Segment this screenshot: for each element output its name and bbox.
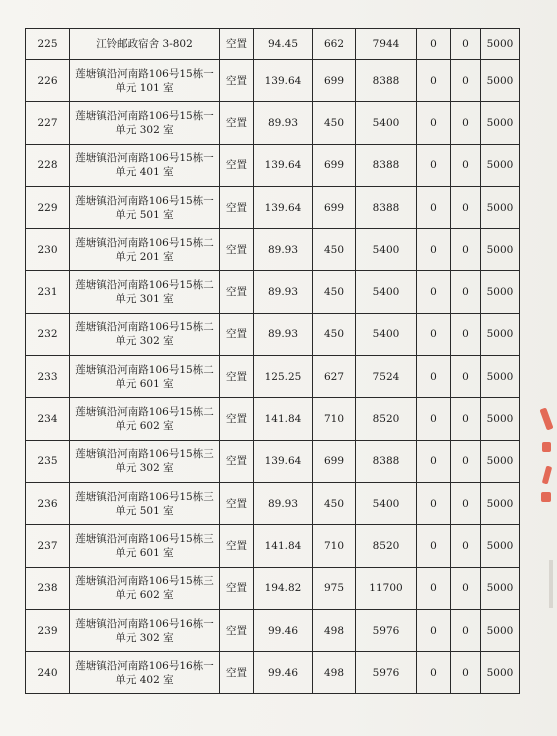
area-cell: 141.84 (254, 398, 313, 440)
annual-rent-cell: 8520 (356, 398, 417, 440)
status-cell: 空置 (220, 525, 254, 567)
address-line-1: 莲塘镇沿河南路106号15栋三 (75, 575, 214, 588)
monthly-rent-cell: 450 (313, 313, 356, 355)
row-number-cell: 236 (26, 482, 70, 524)
address-cell (70, 144, 220, 186)
monthly-rent-cell: 627 (313, 356, 356, 398)
property-table (25, 28, 520, 694)
status-cell: 空置 (220, 102, 254, 144)
address-cell (70, 440, 220, 482)
value-cell-c: 5000 (481, 356, 520, 398)
status-cell: 空置 (220, 652, 254, 694)
address-line-1: 莲塘镇沿河南路106号16栋一 (75, 617, 214, 630)
address-line-2: 单元 601 室 (115, 377, 174, 390)
value-cell-a: 0 (417, 356, 451, 398)
value-cell-b: 0 (451, 440, 481, 482)
table-row (26, 229, 520, 271)
area-cell: 89.93 (254, 229, 313, 271)
address-line-2: 单元 602 室 (115, 589, 174, 602)
value-cell-a: 0 (417, 567, 451, 609)
status-cell: 空置 (220, 567, 254, 609)
value-cell-a: 0 (417, 609, 451, 651)
status-cell: 空置 (220, 440, 254, 482)
value-cell-b: 0 (451, 29, 481, 60)
value-cell-c: 5000 (481, 60, 520, 102)
value-cell-b: 0 (451, 144, 481, 186)
value-cell-b: 0 (451, 313, 481, 355)
row-number-cell: 228 (26, 144, 70, 186)
address-line-2: 单元 302 室 (115, 335, 174, 348)
address-cell (70, 271, 220, 313)
annual-rent-cell: 5400 (356, 482, 417, 524)
annual-rent-cell: 5976 (356, 609, 417, 651)
annual-rent-cell: 5400 (356, 102, 417, 144)
address-cell (70, 567, 220, 609)
address-line-1: 莲塘镇沿河南路106号15栋二 (75, 406, 214, 419)
value-cell-b: 0 (451, 102, 481, 144)
monthly-rent-cell: 699 (313, 60, 356, 102)
address-cell (70, 60, 220, 102)
row-number-cell: 240 (26, 652, 70, 694)
area-cell: 139.64 (254, 144, 313, 186)
address-line-2: 单元 302 室 (115, 631, 174, 644)
row-number-cell: 230 (26, 229, 70, 271)
status-cell: 空置 (220, 356, 254, 398)
area-cell: 194.82 (254, 567, 313, 609)
value-cell-a: 0 (417, 60, 451, 102)
table-row (26, 29, 520, 60)
row-number-cell: 238 (26, 567, 70, 609)
value-cell-a: 0 (417, 482, 451, 524)
value-cell-b: 0 (451, 229, 481, 271)
address-line-1: 莲塘镇沿河南路106号15栋二 (75, 236, 214, 249)
status-cell: 空置 (220, 186, 254, 228)
annual-rent-cell: 8520 (356, 525, 417, 567)
annual-rent-cell: 5400 (356, 229, 417, 271)
address-cell (70, 482, 220, 524)
table-row (26, 144, 520, 186)
address-line-1: 莲塘镇沿河南路106号15栋三 (75, 490, 214, 503)
monthly-rent-cell: 498 (313, 652, 356, 694)
value-cell-a: 0 (417, 29, 451, 60)
address-cell (70, 652, 220, 694)
value-cell-b: 0 (451, 609, 481, 651)
address-line-2: 单元 401 室 (115, 166, 174, 179)
value-cell-a: 0 (417, 440, 451, 482)
address-line-2: 单元 302 室 (115, 123, 174, 136)
status-cell: 空置 (220, 29, 254, 60)
value-cell-b: 0 (451, 525, 481, 567)
status-cell: 空置 (220, 60, 254, 102)
value-cell-a: 0 (417, 271, 451, 313)
monthly-rent-cell: 699 (313, 144, 356, 186)
address-line-2: 单元 302 室 (115, 462, 174, 475)
address-line-2: 单元 501 室 (115, 208, 174, 221)
monthly-rent-cell: 699 (313, 186, 356, 228)
address-cell (70, 29, 220, 60)
status-cell: 空置 (220, 144, 254, 186)
table-row (26, 609, 520, 651)
address-cell (70, 102, 220, 144)
annual-rent-cell: 7524 (356, 356, 417, 398)
address-cell (70, 313, 220, 355)
monthly-rent-cell: 975 (313, 567, 356, 609)
annual-rent-cell: 8388 (356, 440, 417, 482)
status-cell: 空置 (220, 398, 254, 440)
address-cell (70, 398, 220, 440)
area-cell: 89.93 (254, 313, 313, 355)
annual-rent-cell: 5400 (356, 313, 417, 355)
address-cell (70, 609, 220, 651)
value-cell-c: 5000 (481, 29, 520, 60)
monthly-rent-cell: 710 (313, 525, 356, 567)
address-line-2: 单元 601 室 (115, 546, 174, 559)
row-number-cell: 235 (26, 440, 70, 482)
value-cell-b: 0 (451, 271, 481, 313)
value-cell-c: 5000 (481, 398, 520, 440)
value-cell-c: 5000 (481, 567, 520, 609)
value-cell-a: 0 (417, 652, 451, 694)
monthly-rent-cell: 710 (313, 398, 356, 440)
area-cell: 139.64 (254, 440, 313, 482)
row-number-cell: 227 (26, 102, 70, 144)
value-cell-c: 5000 (481, 186, 520, 228)
status-cell: 空置 (220, 482, 254, 524)
row-number-cell: 234 (26, 398, 70, 440)
address-line-2: 单元 602 室 (115, 420, 174, 433)
address-line-2: 单元 402 室 (115, 673, 174, 686)
area-cell: 99.46 (254, 609, 313, 651)
row-number-cell: 231 (26, 271, 70, 313)
address-cell (70, 356, 220, 398)
table-row (26, 356, 520, 398)
monthly-rent-cell: 662 (313, 29, 356, 60)
table-row (26, 313, 520, 355)
address-line-2: 单元 201 室 (115, 250, 174, 263)
value-cell-c: 5000 (481, 525, 520, 567)
value-cell-b: 0 (451, 356, 481, 398)
address-line-2: 单元 501 室 (115, 504, 174, 517)
status-cell: 空置 (220, 271, 254, 313)
value-cell-c: 5000 (481, 144, 520, 186)
area-cell: 89.93 (254, 271, 313, 313)
table-row (26, 271, 520, 313)
value-cell-a: 0 (417, 398, 451, 440)
address-line-2: 单元 101 室 (115, 81, 174, 94)
area-cell: 139.64 (254, 60, 313, 102)
value-cell-c: 5000 (481, 229, 520, 271)
row-number-cell: 225 (26, 29, 70, 60)
value-cell-c: 5000 (481, 482, 520, 524)
address-line-1: 莲塘镇沿河南路106号15栋一 (75, 152, 214, 165)
address-line-1: 江铃邮政宿舍 3-802 (96, 38, 193, 50)
annual-rent-cell: 5400 (356, 271, 417, 313)
monthly-rent-cell: 450 (313, 482, 356, 524)
value-cell-c: 5000 (481, 271, 520, 313)
value-cell-b: 0 (451, 567, 481, 609)
area-cell: 99.46 (254, 652, 313, 694)
annual-rent-cell: 5976 (356, 652, 417, 694)
value-cell-b: 0 (451, 186, 481, 228)
row-number-cell: 237 (26, 525, 70, 567)
value-cell-b: 0 (451, 482, 481, 524)
value-cell-a: 0 (417, 144, 451, 186)
monthly-rent-cell: 450 (313, 102, 356, 144)
status-cell: 空置 (220, 609, 254, 651)
row-number-cell: 232 (26, 313, 70, 355)
value-cell-b: 0 (451, 60, 481, 102)
status-cell: 空置 (220, 313, 254, 355)
table-row (26, 186, 520, 228)
address-line-1: 莲塘镇沿河南路106号15栋三 (75, 448, 214, 461)
area-cell: 139.64 (254, 186, 313, 228)
status-cell: 空置 (220, 229, 254, 271)
address-line-1: 莲塘镇沿河南路106号15栋二 (75, 279, 214, 292)
table-row (26, 567, 520, 609)
annual-rent-cell: 11700 (356, 567, 417, 609)
area-cell: 94.45 (254, 29, 313, 60)
table-row (26, 482, 520, 524)
address-line-1: 莲塘镇沿河南路106号15栋三 (75, 532, 214, 545)
value-cell-a: 0 (417, 313, 451, 355)
table-row (26, 398, 520, 440)
table-row (26, 60, 520, 102)
monthly-rent-cell: 450 (313, 271, 356, 313)
area-cell: 89.93 (254, 102, 313, 144)
value-cell-a: 0 (417, 525, 451, 567)
value-cell-c: 5000 (481, 609, 520, 651)
address-line-2: 单元 301 室 (115, 293, 174, 306)
annual-rent-cell: 8388 (356, 144, 417, 186)
value-cell-b: 0 (451, 652, 481, 694)
value-cell-a: 0 (417, 186, 451, 228)
table-row (26, 102, 520, 144)
annual-rent-cell: 8388 (356, 60, 417, 102)
address-line-1: 莲塘镇沿河南路106号15栋一 (75, 67, 214, 80)
address-line-1: 莲塘镇沿河南路106号16栋一 (75, 659, 214, 672)
value-cell-b: 0 (451, 398, 481, 440)
monthly-rent-cell: 699 (313, 440, 356, 482)
row-number-cell: 226 (26, 60, 70, 102)
annual-rent-cell: 8388 (356, 186, 417, 228)
address-cell (70, 229, 220, 271)
table-row (26, 652, 520, 694)
value-cell-c: 5000 (481, 313, 520, 355)
page-edge-mark (549, 560, 553, 608)
row-number-cell: 239 (26, 609, 70, 651)
table-row (26, 440, 520, 482)
area-cell: 125.25 (254, 356, 313, 398)
address-line-1: 莲塘镇沿河南路106号15栋二 (75, 363, 214, 376)
address-cell (70, 525, 220, 567)
value-cell-c: 5000 (481, 440, 520, 482)
row-number-cell: 233 (26, 356, 70, 398)
table-row (26, 525, 520, 567)
monthly-rent-cell: 450 (313, 229, 356, 271)
annual-rent-cell: 7944 (356, 29, 417, 60)
area-cell: 89.93 (254, 482, 313, 524)
area-cell: 141.84 (254, 525, 313, 567)
address-line-1: 莲塘镇沿河南路106号15栋一 (75, 109, 214, 122)
table-body (26, 29, 520, 694)
value-cell-c: 5000 (481, 102, 520, 144)
address-cell (70, 186, 220, 228)
address-line-1: 莲塘镇沿河南路106号15栋一 (75, 194, 214, 207)
monthly-rent-cell: 498 (313, 609, 356, 651)
address-line-1: 莲塘镇沿河南路106号15栋二 (75, 321, 214, 334)
value-cell-a: 0 (417, 102, 451, 144)
value-cell-c: 5000 (481, 652, 520, 694)
row-number-cell: 229 (26, 186, 70, 228)
value-cell-a: 0 (417, 229, 451, 271)
seal-stamp-fragment (540, 408, 554, 504)
